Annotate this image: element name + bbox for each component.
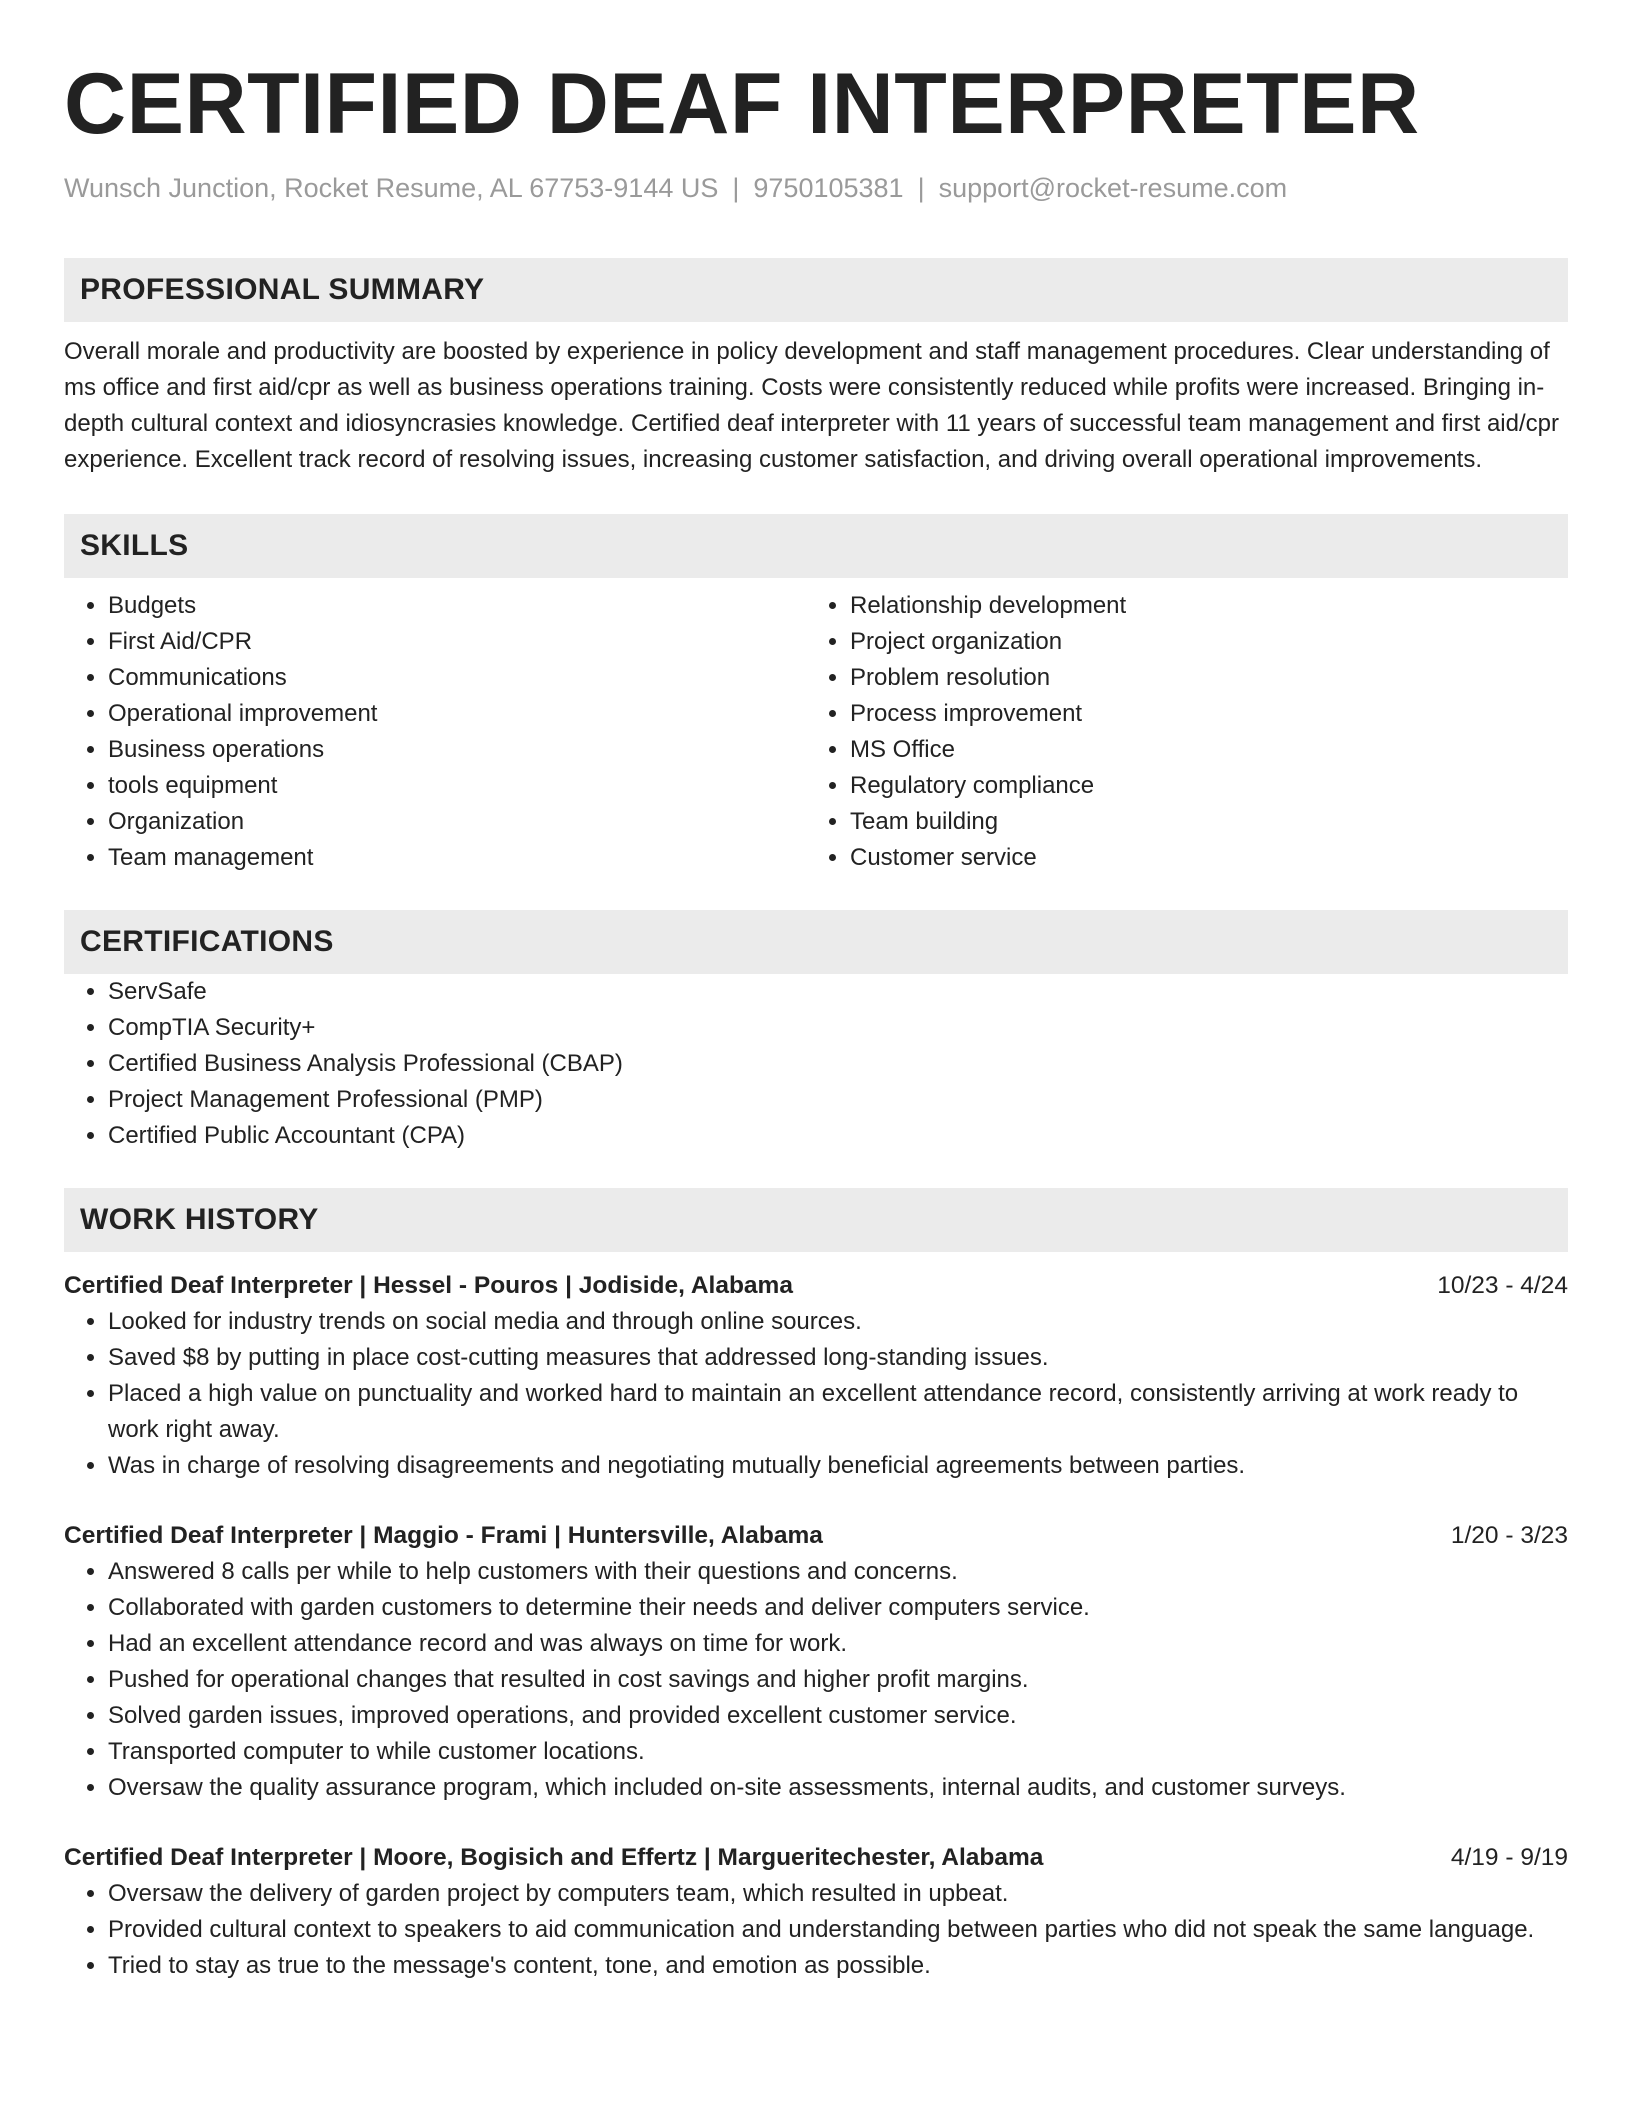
skill-item: • Team management xyxy=(108,840,806,876)
skill-item: • Problem resolution xyxy=(850,660,1548,696)
contact-address: Wunsch Junction, Rocket Resume, AL 67753-9144 US xyxy=(64,173,719,203)
contact-phone: 9750105381 xyxy=(753,173,904,203)
job-bullet: • Solved garden issues, improved operations, and provided excellent customer service. xyxy=(108,1698,1568,1734)
job-entry xyxy=(64,1840,1568,1984)
skill-item: • Budgets xyxy=(108,588,806,624)
skill-item: • tools equipment xyxy=(108,768,806,804)
skills-columns xyxy=(64,588,1568,876)
job-bullet: • Oversaw the delivery of garden project by computers team, which resulted in upbeat. xyxy=(108,1876,1568,1912)
job-header xyxy=(64,1518,1568,1554)
certification-item: • Certified Public Accountant (CPA) xyxy=(108,1118,1568,1154)
job-dates: 4/19 - 9/19 xyxy=(1450,1844,1568,1871)
skills-right-column xyxy=(806,588,1548,876)
skill-item: • Organization xyxy=(108,804,806,840)
summary-heading: PROFESSIONAL SUMMARY xyxy=(64,258,1568,322)
skill-item: • Relationship development xyxy=(850,588,1548,624)
job-dates: 10/23 - 4/24 xyxy=(1437,1272,1568,1299)
contact-separator: | xyxy=(732,173,740,203)
skill-item: • Project organization xyxy=(850,624,1548,660)
skill-item: • Business operations xyxy=(108,732,806,768)
certification-item: • Certified Business Analysis Professional (CBAP) xyxy=(108,1046,1568,1082)
job-bullet: • Pushed for operational changes that resulted in cost savings and higher profit margins. xyxy=(108,1662,1568,1698)
skills-left-list xyxy=(64,588,806,876)
job-entry xyxy=(64,1268,1568,1484)
job-title: Certified Deaf Interpreter | Moore, Bogisich and Effertz | Margueritechester, Alabama xyxy=(64,1844,1044,1871)
contact-separator: | xyxy=(917,173,925,203)
job-header xyxy=(64,1268,1568,1304)
skills-heading: SKILLS xyxy=(64,514,1568,578)
job-header xyxy=(64,1840,1568,1876)
certification-item: • CompTIA Security+ xyxy=(108,1010,1568,1046)
job-bullet: • Saved $8 by putting in place cost-cutting measures that addressed long-standing issues. xyxy=(108,1340,1568,1376)
contact-line xyxy=(64,170,1568,206)
certifications-list xyxy=(64,974,1568,1154)
skill-item: • Operational improvement xyxy=(108,696,806,732)
certification-item: • Project Management Professional (PMP) xyxy=(108,1082,1568,1118)
skills-left-column xyxy=(64,588,806,876)
job-bullets xyxy=(64,1554,1568,1806)
skill-item: • Customer service xyxy=(850,840,1548,876)
job-bullet: • Provided cultural context to speakers to aid communication and understanding between parties who did not speak the same language. xyxy=(108,1912,1568,1948)
skill-item: • MS Office xyxy=(850,732,1548,768)
skill-item: • Process improvement xyxy=(850,696,1548,732)
job-bullet: • Collaborated with garden customers to determine their needs and deliver computers service. xyxy=(108,1590,1568,1626)
contact-email: support@rocket-resume.com xyxy=(938,173,1288,203)
job-bullets xyxy=(64,1876,1568,1984)
job-bullet: • Tried to stay as true to the message's content, tone, and emotion as possible. xyxy=(108,1948,1568,1984)
skill-item: • First Aid/CPR xyxy=(108,624,806,660)
job-title: Certified Deaf Interpreter | Maggio - Frami | Huntersville, Alabama xyxy=(64,1522,823,1549)
skill-item: • Regulatory compliance xyxy=(850,768,1548,804)
job-entry xyxy=(64,1518,1568,1806)
skill-item: • Communications xyxy=(108,660,806,696)
job-bullet: • Oversaw the quality assurance program, which included on-site assessments, internal audits, and customer surveys. xyxy=(108,1770,1568,1806)
summary-text: Overall morale and productivity are boosted by experience in policy development and staff management procedures. Clear understanding of ms office and first aid/cpr as well as business operations training. Costs were consistently reduced while profits were increased. Bringing in-depth cultural context and idiosyncrasies knowledge. Certified deaf interpreter with 11 years of successful team management and first aid/cpr experience. Excellent track record of resolving issues, increasing customer satisfaction, and driving overall operational improvements. xyxy=(64,338,1559,473)
job-bullet: • Had an excellent attendance record and was always on time for work. xyxy=(108,1626,1568,1662)
skills-right-list xyxy=(806,588,1548,876)
certifications-heading: CERTIFICATIONS xyxy=(64,910,1568,974)
certification-item: • ServSafe xyxy=(108,974,1568,1010)
resume-name: CERTIFIED DEAF INTERPRETER xyxy=(64,56,1420,152)
job-dates: 1/20 - 3/23 xyxy=(1450,1522,1568,1549)
job-title: Certified Deaf Interpreter | Hessel - Pouros | Jodiside, Alabama xyxy=(64,1272,793,1299)
skill-item: • Team building xyxy=(850,804,1548,840)
job-bullet: • Transported computer to while customer locations. xyxy=(108,1734,1568,1770)
job-bullet: • Was in charge of resolving disagreements and negotiating mutually beneficial agreements between parties. xyxy=(108,1448,1568,1484)
work-history-heading: WORK HISTORY xyxy=(64,1188,1568,1252)
job-bullets xyxy=(64,1304,1568,1484)
job-bullet: • Looked for industry trends on social media and through online sources. xyxy=(108,1304,1568,1340)
job-bullet: • Placed a high value on punctuality and worked hard to maintain an excellent attendance record, consistently arriving at work ready to work right away. xyxy=(108,1376,1568,1448)
job-bullet: • Answered 8 calls per while to help customers with their questions and concerns. xyxy=(108,1554,1568,1590)
